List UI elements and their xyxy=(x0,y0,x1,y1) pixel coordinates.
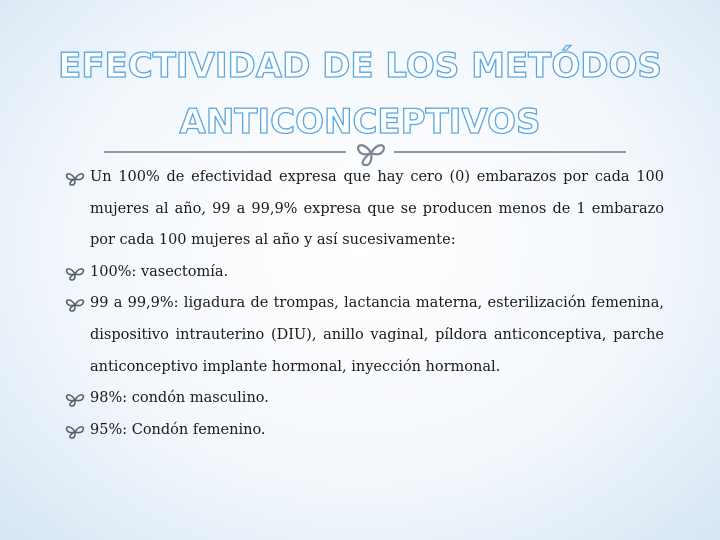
clover-bullet-icon xyxy=(64,297,86,312)
title-divider-left xyxy=(104,151,346,153)
bullet-item xyxy=(64,257,664,289)
title-divider-right xyxy=(394,151,626,153)
bullet-text: 98%: condón masculino. xyxy=(90,390,269,407)
bullet-item xyxy=(64,162,664,257)
bullet-text: 99 a 99,9%: ligadura de trompas, lactancia materna, esterilización femenina, dispositivo intrauterino (DIU), anillo vaginal, píldora anticonceptiva, parche anticonceptivo implante hormonal, inyección hormonal. xyxy=(90,295,664,375)
clover-bullet-icon xyxy=(64,266,86,281)
bullet-item xyxy=(64,383,664,415)
clover-bullet-icon xyxy=(64,392,86,407)
slide-title: EFECTIVIDAD DE LOS METÓDOS ANTICONCEPTIVOS xyxy=(58,46,662,142)
bullet-text: Un 100% de efectividad expresa que hay cero (0) embarazos por cada 100 mujeres al año, 99 a 99,9% expresa que se producen menos de 1 embarazo por cada 100 mujeres al año y así sucesivamente: xyxy=(90,169,664,249)
bullet-item xyxy=(64,415,664,447)
bullet-item xyxy=(64,288,664,383)
bullet-list xyxy=(64,162,664,446)
clover-bullet-icon xyxy=(64,424,86,439)
bullet-text: 95%: Condón femenino. xyxy=(90,421,266,438)
bullet-text: 100%: vasectomía. xyxy=(90,263,229,280)
clover-bullet-icon xyxy=(64,171,86,186)
